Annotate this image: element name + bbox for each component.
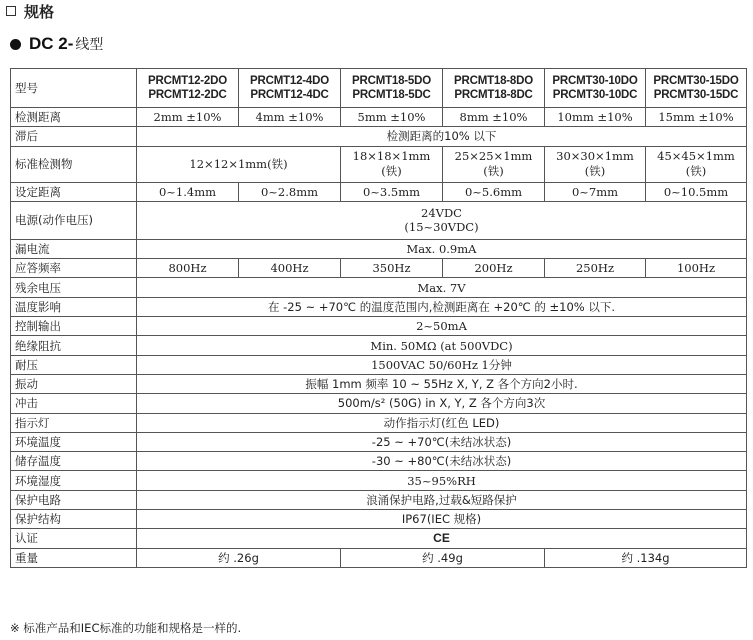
table-cell: 在 -25 ~ +70℃ 的温度范围内,检测距离在 +20℃ 的 ±10% 以下.	[137, 297, 747, 316]
model-cell: PRCMT12-2DO PRCMT12-2DC	[137, 69, 239, 108]
table-cell: 25×25×1mm (铁)	[443, 146, 545, 182]
row-label: 保护结构	[11, 510, 137, 529]
subsection-title-bold: DC 2-	[29, 34, 74, 53]
row-label: 检测距离	[11, 108, 137, 127]
table-cell: 检测距离的10% 以下	[137, 127, 747, 146]
row-label: 型号	[11, 69, 137, 108]
table-cell: 约 .134g	[545, 548, 747, 567]
table-cell: 0~3.5mm	[341, 182, 443, 201]
square-icon	[6, 6, 16, 16]
row-label: 冲击	[11, 394, 137, 413]
table-row	[11, 182, 747, 201]
bullet-icon	[10, 39, 21, 50]
row-label: 重量	[11, 548, 137, 567]
table-row	[11, 297, 747, 316]
table-cell: 45×45×1mm (铁)	[646, 146, 747, 182]
table-cell: Min. 50MΩ (at 500VDC)	[137, 336, 747, 355]
table-row	[11, 548, 747, 567]
table-row	[11, 336, 747, 355]
table-cell: 0~2.8mm	[239, 182, 341, 201]
table-cell: 350Hz	[341, 259, 443, 278]
table-cell: 0~5.6mm	[443, 182, 545, 201]
table-row	[11, 471, 747, 490]
model-cell: PRCMT30-10DO PRCMT30-10DC	[545, 69, 646, 108]
table-cell: Max. 7V	[137, 278, 747, 297]
row-label: 认证	[11, 529, 137, 548]
row-label: 环境湿度	[11, 471, 137, 490]
subsection-header	[10, 32, 103, 56]
table-row	[11, 432, 747, 451]
table-row	[11, 490, 747, 509]
row-label: 储存温度	[11, 452, 137, 471]
row-label: 标准检测物	[11, 146, 137, 182]
table-row	[11, 127, 747, 146]
table-cell: 800Hz	[137, 259, 239, 278]
model-cell: PRCMT12-4DO PRCMT12-4DC	[239, 69, 341, 108]
footnote: ※ 标准产品和IEC标准的功能和规格是一样的.	[10, 621, 242, 635]
table-cell: 200Hz	[443, 259, 545, 278]
table-cell: 4mm ±10%	[239, 108, 341, 127]
table-row	[11, 317, 747, 336]
row-label: 漏电流	[11, 239, 137, 258]
row-label: 设定距离	[11, 182, 137, 201]
row-label: 绝缘阻抗	[11, 336, 137, 355]
table-row	[11, 374, 747, 393]
table-row	[11, 108, 747, 127]
model-cell: PRCMT18-5DO PRCMT18-5DC	[341, 69, 443, 108]
table-row	[11, 259, 747, 278]
table-cell: -25 ~ +70℃(未结冰状态)	[137, 432, 747, 451]
table-row	[11, 146, 747, 182]
table-row	[11, 452, 747, 471]
table-row	[11, 529, 747, 548]
table-cell: IP67(IEC 规格)	[137, 510, 747, 529]
row-label: 电源(动作电压)	[11, 201, 137, 239]
table-cell: 动作指示灯(红色 LED)	[137, 413, 747, 432]
row-label: 振动	[11, 374, 137, 393]
table-cell: 8mm ±10%	[443, 108, 545, 127]
table-cell: 12×12×1mm(铁)	[137, 146, 341, 182]
row-label: 保护电路	[11, 490, 137, 509]
table-cell: 0~1.4mm	[137, 182, 239, 201]
table-cell: 2~50mA	[137, 317, 747, 336]
table-cell: 浪涌保护电路,过载&短路保护	[137, 490, 747, 509]
model-cell: PRCMT30-15DO PRCMT30-15DC	[646, 69, 747, 108]
table-cell: -30 ~ +80℃(未结冰状态)	[137, 452, 747, 471]
table-cell: 5mm ±10%	[341, 108, 443, 127]
table-cell: 约 .49g	[341, 548, 545, 567]
table-cell: 振幅 1mm 频率 10 ~ 55Hz X, Y, Z 各个方向2小时.	[137, 374, 747, 393]
row-label: 环境温度	[11, 432, 137, 451]
table-cell: Max. 0.9mA	[137, 239, 747, 258]
section-title: 规格	[24, 2, 55, 21]
model-cell: PRCMT18-8DO PRCMT18-8DC	[443, 69, 545, 108]
table-row	[11, 413, 747, 432]
row-label: 残余电压	[11, 278, 137, 297]
table-row	[11, 239, 747, 258]
ce-mark: CE	[137, 529, 747, 548]
row-label: 指示灯	[11, 413, 137, 432]
table-cell: 100Hz	[646, 259, 747, 278]
table-cell: 约 .26g	[137, 548, 341, 567]
row-label: 控制输出	[11, 317, 137, 336]
table-cell: 0~7mm	[545, 182, 646, 201]
table-cell: 2mm ±10%	[137, 108, 239, 127]
table-cell: 0~10.5mm	[646, 182, 747, 201]
table-cell: 30×30×1mm (铁)	[545, 146, 646, 182]
table-cell: 500m/s² (50G) in X, Y, Z 各个方向3次	[137, 394, 747, 413]
table-row	[11, 69, 747, 108]
table-cell: 1500VAC 50/60Hz 1分钟	[137, 355, 747, 374]
table-cell: 250Hz	[545, 259, 646, 278]
table-row	[11, 355, 747, 374]
table-cell: 24VDC (15~30VDC)	[137, 201, 747, 239]
table-cell: 10mm ±10%	[545, 108, 646, 127]
row-label: 滞后	[11, 127, 137, 146]
table-cell: 400Hz	[239, 259, 341, 278]
table-cell: 35~95%RH	[137, 471, 747, 490]
spec-table	[10, 68, 747, 568]
row-label: 应答频率	[11, 259, 137, 278]
table-row	[11, 201, 747, 239]
row-label: 耐压	[11, 355, 137, 374]
subsection-title-rest: 线型	[75, 37, 104, 53]
table-cell: 18×18×1mm (铁)	[341, 146, 443, 182]
table-row	[11, 278, 747, 297]
row-label: 温度影响	[11, 297, 137, 316]
section-header	[6, 0, 54, 22]
table-cell: 15mm ±10%	[646, 108, 747, 127]
table-row	[11, 394, 747, 413]
table-row	[11, 510, 747, 529]
